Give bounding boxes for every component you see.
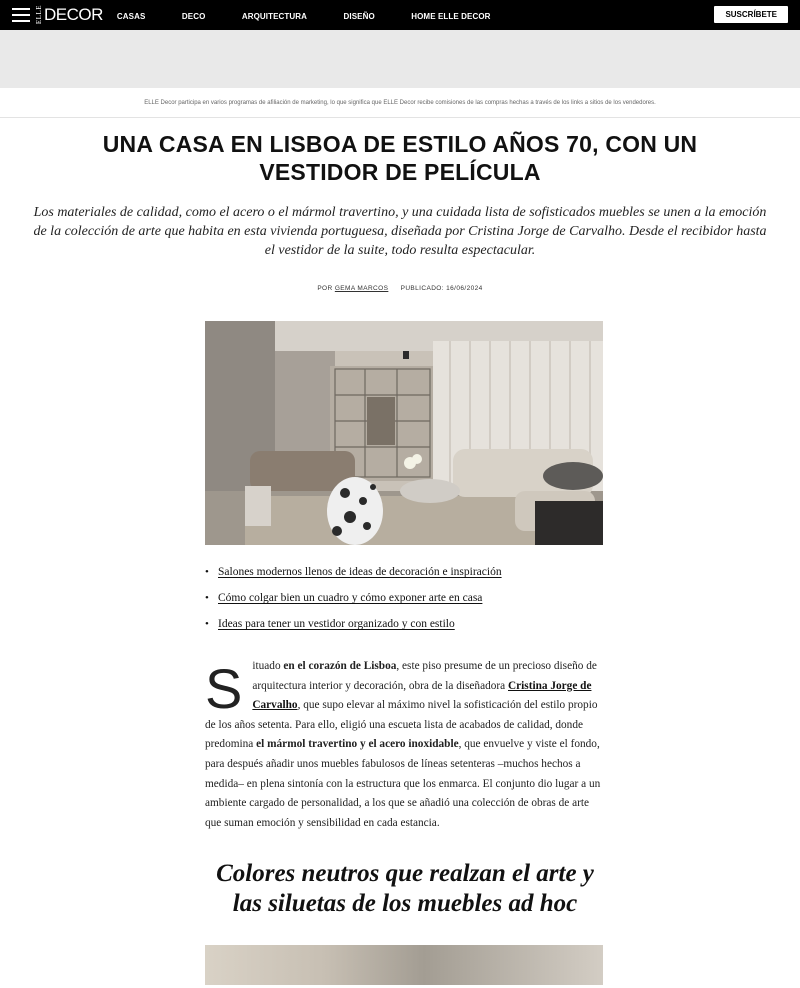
body-bold: en el corazón de Lisboa bbox=[283, 660, 397, 672]
related-link[interactable]: Cómo colgar bien un cuadro y cómo exponer arte en casa bbox=[218, 592, 483, 604]
menu-icon[interactable] bbox=[12, 8, 30, 22]
related-link-item bbox=[205, 585, 605, 611]
body-bold: el mármol travertino y el acero inoxidable bbox=[256, 738, 459, 751]
related-link[interactable]: Salones modernos llenos de ideas de decoración e inspiración bbox=[218, 566, 502, 578]
publish-date: PUBLICADO: 16/06/2024 bbox=[400, 285, 483, 292]
subscribe-button[interactable]: SUSCRÍBETE bbox=[714, 6, 788, 23]
nav-link-deco[interactable]: DECO bbox=[181, 12, 206, 21]
nav-link-arquitectura[interactable]: ARQUITECTURA bbox=[241, 12, 308, 21]
second-image[interactable] bbox=[205, 945, 603, 985]
article-dek: Los materiales de calidad, como el acero o el mármol travertino, y una cuidada lista de sofisticados muebles se unen a la emoción de la colección de arte que habita en esta vivienda portuguesa, diseñada por Cristina Jorge de Carvalho. Desde el recibidor hasta el vestidor de la suite, todo resulta espectacular. bbox=[33, 205, 767, 258]
affiliate-notice: ELLE Decor participa en varios programas de afiliación de marketing, lo que significa que ELLE Decor recibe comisiones de las compras hechas a través de los links a sitios de los vendedores. bbox=[0, 88, 800, 118]
body-text: , este piso presume de un precioso diseño de arquitectura interior y decoración, obra de la diseñadora bbox=[252, 660, 597, 692]
byline-prefix: POR bbox=[317, 285, 333, 292]
section-heading: Colores neutros que realzan el arte y las siluetas de los muebles ad hoc bbox=[216, 860, 594, 918]
nav-link-casas[interactable]: CASAS bbox=[116, 12, 146, 21]
designer-link[interactable]: Cristina Jorge de Carvalho bbox=[252, 679, 592, 712]
body-text: ituado bbox=[252, 660, 284, 672]
related-link-item bbox=[205, 559, 605, 585]
hero-image[interactable] bbox=[205, 321, 603, 545]
nav-link-diseno[interactable]: DISEÑO bbox=[343, 12, 375, 21]
drop-cap: S bbox=[205, 657, 243, 720]
body-text: , que envuelve y viste el fondo, para después añadir unos muebles fabulosos de líneas setenteras –muchos hechos a medida– en plena sintonía con la estructura que los enmarca. El conjunto dio lugar a un ambiente cargado de personalidad, a los que se añadió una colección de obras de arte que suman emoción y sensibilidad en cada estancia. bbox=[205, 738, 601, 829]
ad-placeholder bbox=[0, 30, 800, 88]
top-navbar bbox=[0, 0, 800, 30]
nav-link-home-elle-decor[interactable]: HOME ELLE DECOR bbox=[411, 12, 491, 21]
site-logo[interactable] bbox=[36, 5, 103, 25]
logo-elle: ELLE bbox=[35, 5, 43, 25]
related-links bbox=[205, 559, 605, 637]
article-body bbox=[205, 657, 603, 833]
author-link[interactable]: GEMA MARCOS bbox=[334, 285, 389, 292]
article-title: UNA CASA EN LISBOA DE ESTILO AÑOS 70, CON UN VESTIDOR DE PELÍCULA bbox=[102, 131, 698, 185]
byline bbox=[0, 285, 800, 292]
main-nav bbox=[117, 6, 523, 24]
logo-decor: DECOR bbox=[44, 5, 103, 24]
related-link-item bbox=[205, 611, 605, 637]
body-text: , que supo elevar al máximo nivel la sofisticación del estilo propio de los años setenta. Para ello, eligió una escueta lista de acabados de calidad, donde predomina bbox=[205, 699, 598, 751]
living-room-illustration bbox=[205, 321, 603, 545]
related-link[interactable]: Ideas para tener un vestidor organizado y con estilo bbox=[218, 618, 455, 630]
